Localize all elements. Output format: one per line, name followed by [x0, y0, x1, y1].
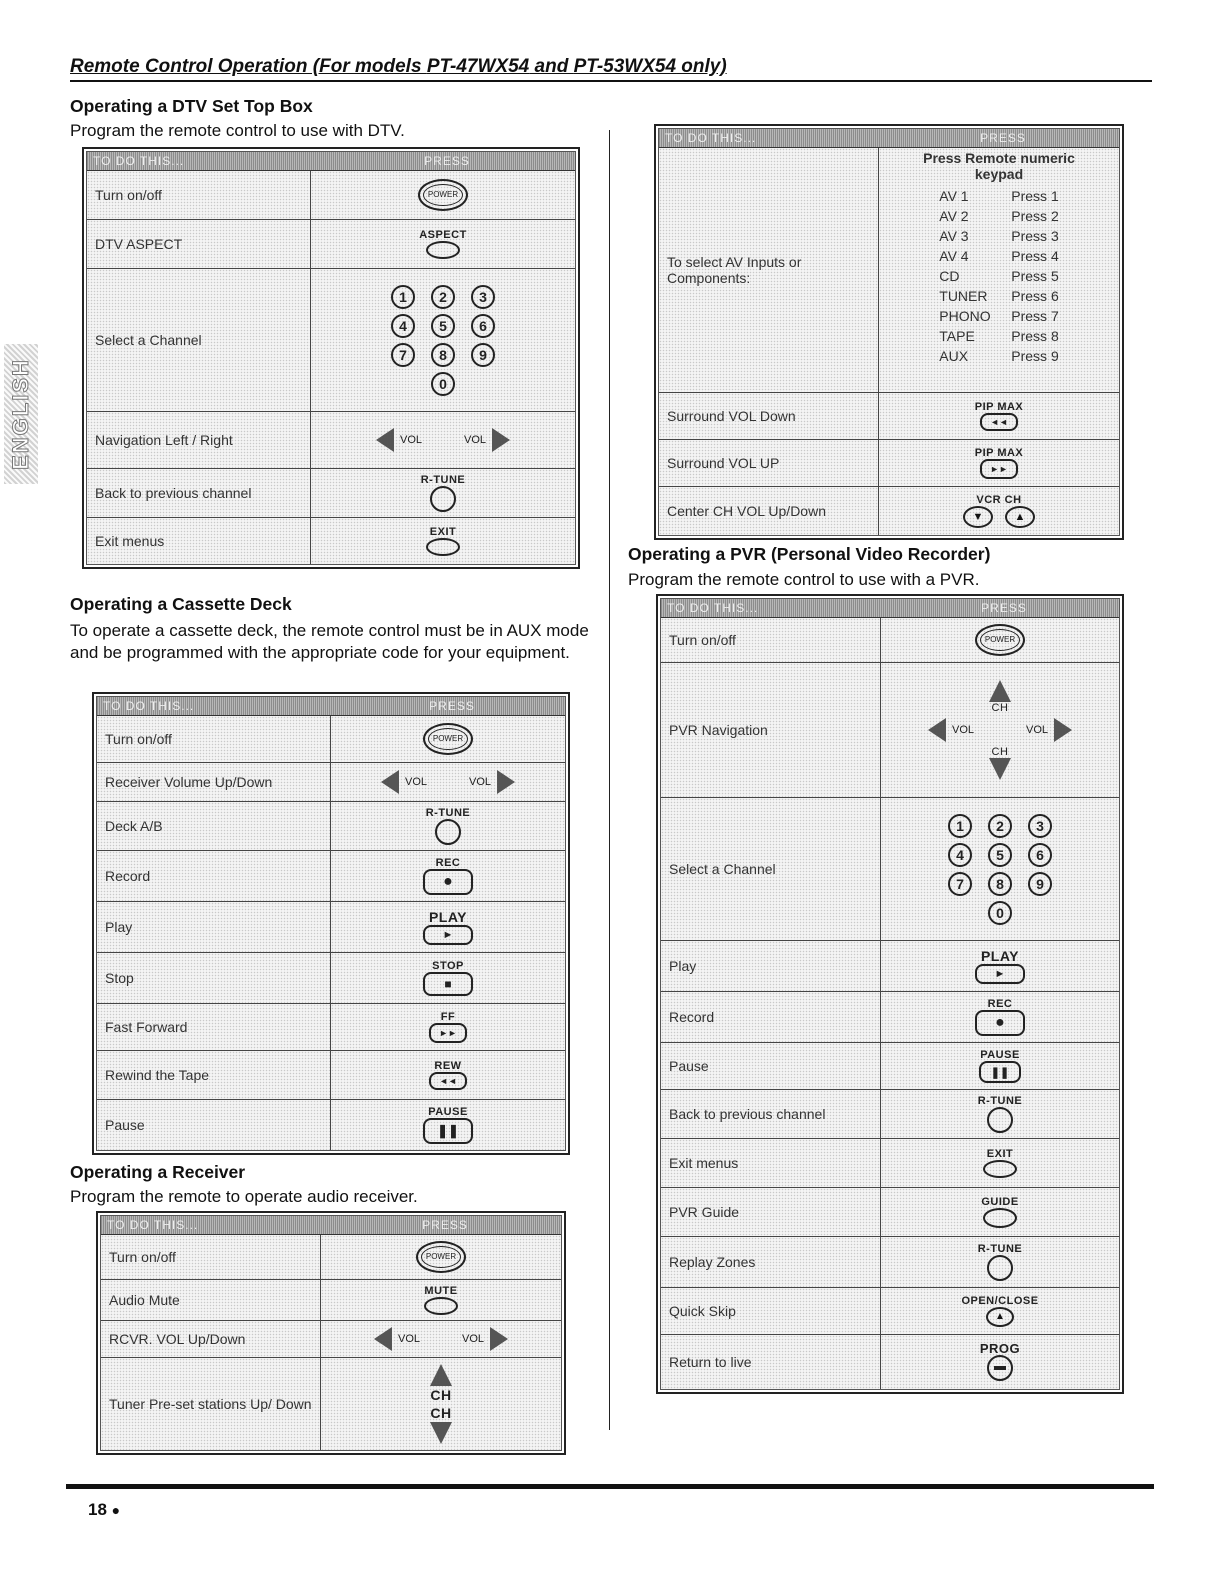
play-button	[975, 964, 1025, 984]
table-row: Receiver Volume Up/Down VOL VOL	[97, 763, 565, 802]
power-button: POWER	[418, 179, 468, 211]
ch-up-icon	[430, 1364, 452, 1386]
row-label: Pause	[661, 1043, 881, 1089]
digit-0-button: 0	[988, 901, 1012, 925]
table-row	[101, 1235, 561, 1280]
pvr-title: Operating a PVR (Personal Video Recorder)	[628, 544, 991, 564]
rtune-button	[987, 1107, 1013, 1133]
digit-7-button: 7	[948, 872, 972, 896]
list-item: AV 1 Press 1	[939, 188, 1059, 204]
vol-right-icon	[490, 1327, 508, 1351]
row-label: RCVR. VOL Up/Down	[101, 1321, 321, 1357]
digit-8-button: 8	[431, 343, 455, 367]
row-label: Surround VOL Down	[659, 393, 879, 439]
row-label: PVR Guide	[661, 1188, 881, 1236]
page-header	[70, 56, 1152, 82]
row-label: Receiver Volume Up/Down	[97, 763, 331, 801]
keypad-title: Press Remote numeric keypad	[923, 150, 1075, 182]
av-table	[654, 124, 1124, 540]
table-header	[87, 152, 575, 171]
digit-4-button: 4	[391, 314, 415, 338]
row-label: Turn on/off	[101, 1235, 321, 1279]
row-label: Deck A/B	[97, 802, 331, 850]
digit-6-button: 6	[471, 314, 495, 338]
table-row: Exit menus EXIT	[661, 1139, 1119, 1188]
row-label: Replay Zones	[661, 1237, 881, 1287]
column-divider	[609, 130, 610, 1430]
digit-3-button: 3	[1028, 814, 1052, 838]
numeric-keypad	[940, 814, 1060, 925]
guide-button	[983, 1208, 1017, 1228]
row-label: Turn on/off	[87, 171, 311, 219]
row-label: Exit menus	[87, 518, 311, 564]
exit-button	[426, 538, 460, 556]
table-row	[659, 148, 1119, 393]
row-label: Return to live	[661, 1335, 881, 1389]
digit-8-button: 8	[988, 872, 1012, 896]
language-tab-label: ENGLISH	[8, 358, 33, 470]
row-label: Select a Channel	[87, 269, 311, 411]
table-row	[87, 220, 575, 269]
dtv-table	[82, 147, 580, 569]
list-item: AV 3 Press 3	[939, 228, 1059, 244]
table-row: Audio Mute MUTE	[101, 1280, 561, 1321]
table-row	[661, 618, 1119, 663]
col-press: PRESS	[424, 154, 470, 168]
table-row	[97, 716, 565, 763]
vol-left-icon	[381, 770, 399, 794]
cassette-intro: To operate a cassette deck, the remote control must be in AUX mode and be programmed with the appropriate code for your equipment.	[70, 621, 589, 662]
table-row: Quick Skip OPEN/CLOSE ▲	[661, 1288, 1119, 1335]
digit-7-button: 7	[391, 343, 415, 367]
header-model-1: PT-47WX54	[426, 56, 530, 77]
pvr-table	[656, 594, 1124, 1394]
table-row: Center CH VOL Up/Down VCR CH ▼ ▲	[659, 487, 1119, 535]
list-item: CD Press 5	[939, 268, 1059, 284]
rtune-button	[435, 819, 461, 845]
table-row	[661, 798, 1119, 941]
receiver-title: Operating a Receiver	[70, 1162, 246, 1182]
digit-3-button: 3	[471, 285, 495, 309]
record-icon: ●	[443, 873, 453, 890]
pause-button	[979, 1061, 1021, 1083]
stop-icon: ■	[444, 977, 452, 991]
fast-forward-icon: ►►	[990, 464, 1008, 474]
footer-rule	[66, 1484, 1154, 1489]
table-row: Play PLAY ►	[661, 941, 1119, 992]
table-header: TO DO THIS... PRESS	[101, 1216, 561, 1235]
list-item: AV 4 Press 4	[939, 248, 1059, 264]
power-button: POWER	[975, 624, 1025, 656]
record-button	[975, 1010, 1025, 1036]
row-label: Exit menus	[661, 1139, 881, 1187]
exit-button	[983, 1160, 1017, 1178]
list-item: AUX Press 9	[939, 348, 1059, 364]
pip-max-up-button	[980, 459, 1018, 479]
table-row: Exit menus EXIT	[87, 518, 575, 564]
row-label: Fast Forward	[97, 1004, 331, 1050]
page-number: 18 ●	[88, 1500, 121, 1519]
ch-down-icon	[989, 758, 1011, 780]
list-item: TUNER Press 6	[939, 288, 1059, 304]
table-header: TO DO THIS... PRESS	[661, 599, 1119, 618]
table-row: Deck A/B R-TUNE	[97, 802, 565, 851]
table-row: Replay Zones R-TUNE	[661, 1237, 1119, 1288]
row-label: Rewind the Tape	[97, 1051, 331, 1099]
row-label: Back to previous channel	[87, 469, 311, 517]
aspect-button	[426, 241, 460, 259]
digit-1-button: 1	[391, 285, 415, 309]
row-label: Select a Channel	[661, 798, 881, 940]
table-row: Stop STOP ■	[97, 953, 565, 1004]
fast-forward-icon: ►►	[439, 1028, 457, 1038]
play-icon: ►	[994, 967, 1006, 980]
eject-icon: ▲	[986, 1307, 1014, 1327]
table-row: PVR Guide GUIDE	[661, 1188, 1119, 1237]
numeric-keypad	[383, 285, 503, 396]
table-row: PVR Navigation CH VOL VOL CH	[661, 663, 1119, 798]
stop-button	[423, 972, 473, 996]
row-label: PVR Navigation	[661, 663, 881, 797]
list-item: TAPE Press 8	[939, 328, 1059, 344]
table-row	[87, 269, 575, 412]
pip-max-down-button	[980, 413, 1018, 431]
cassette-table	[92, 692, 570, 1155]
row-label: Tuner Pre-set stations Up/ Down	[101, 1358, 321, 1450]
table-header: TO DO THIS... PRESS	[659, 129, 1119, 148]
av-input-list	[939, 186, 1058, 366]
play-button	[423, 925, 473, 945]
minus-icon	[994, 1366, 1006, 1370]
row-label: Record	[97, 851, 331, 901]
table-row: Play PLAY ►	[97, 902, 565, 953]
row-label: Back to previous channel	[661, 1090, 881, 1138]
pause-icon: ❚❚	[437, 1123, 459, 1138]
record-button	[423, 869, 473, 895]
table-row: Navigation Left / Right VOL VOL	[87, 412, 575, 469]
digit-9-button: 9	[1028, 872, 1052, 896]
rtune-button	[430, 486, 456, 512]
list-item: AV 2 Press 2	[939, 208, 1059, 224]
aspect-label: ASPECT	[419, 229, 467, 241]
row-label: Navigation Left / Right	[87, 412, 311, 468]
cassette-title: Operating a Cassette Deck	[70, 594, 292, 614]
table-row: Pause PAUSE ❚❚	[661, 1043, 1119, 1090]
table-row: Tuner Pre-set stations Up/ Down CH CH	[101, 1358, 561, 1450]
digit-5-button: 5	[431, 314, 455, 338]
header-model-2: PT-53WX54	[573, 56, 677, 77]
prog-button	[987, 1355, 1013, 1381]
header-and: and	[529, 56, 574, 77]
list-item: PHONO Press 7	[939, 308, 1059, 324]
header-only: only)	[676, 56, 727, 77]
table-row	[87, 171, 575, 220]
power-button: POWER	[423, 723, 473, 755]
digit-0-button: 0	[431, 372, 455, 396]
pvr-intro: Program the remote control to use with a PVR.	[628, 570, 980, 589]
vcr-ch-down-icon: ▼	[963, 506, 993, 528]
vol-right-icon	[492, 428, 510, 452]
digit-1-button: 1	[948, 814, 972, 838]
table-row: Return to live PROG	[661, 1335, 1119, 1389]
table-row: Pause PAUSE ❚❚	[97, 1100, 565, 1150]
table-row: RCVR. VOL Up/Down VOL VOL	[101, 1321, 561, 1358]
vol-left-icon	[376, 428, 394, 452]
dtv-title: Operating a DTV Set Top Box	[70, 96, 313, 116]
vcr-ch-up-icon: ▲	[1005, 506, 1035, 528]
row-label: Play	[97, 902, 331, 952]
receiver-intro: Program the remote to operate audio receiver.	[70, 1187, 418, 1206]
table-row: Rewind the Tape REW ◄◄	[97, 1051, 565, 1100]
digit-2-button: 2	[988, 814, 1012, 838]
table-row: Surround VOL Down PIP MAX ◄◄	[659, 393, 1119, 440]
ch-down-icon	[430, 1422, 452, 1444]
rewind-icon: ◄◄	[990, 417, 1008, 427]
digit-6-button: 6	[1028, 843, 1052, 867]
table-row: Record REC ●	[97, 851, 565, 902]
row-label: Quick Skip	[661, 1288, 881, 1334]
language-tab	[4, 344, 38, 484]
row-label: Record	[661, 992, 881, 1042]
table-row: Fast Forward FF ►►	[97, 1004, 565, 1051]
digit-9-button: 9	[471, 343, 495, 367]
table-row: Back to previous channel R-TUNE	[87, 469, 575, 518]
row-label: Center CH VOL Up/Down	[659, 487, 879, 535]
dtv-intro: Program the remote control to use with DTV.	[70, 121, 405, 140]
bullet-icon: ●	[111, 1502, 121, 1518]
table-row: Back to previous channel R-TUNE	[661, 1090, 1119, 1139]
row-label: Audio Mute	[101, 1280, 321, 1320]
rtune-button	[987, 1255, 1013, 1281]
row-label: Stop	[97, 953, 331, 1003]
ch-up-icon	[989, 680, 1011, 702]
table-row: Record REC ●	[661, 992, 1119, 1043]
row-label: Play	[661, 941, 881, 991]
table-header: TO DO THIS... PRESS	[97, 697, 565, 716]
digit-4-button: 4	[948, 843, 972, 867]
rewind-button	[429, 1072, 467, 1090]
pause-icon: ❚❚	[990, 1066, 1010, 1079]
mute-button	[424, 1297, 458, 1315]
row-label: Turn on/off	[97, 716, 331, 762]
vol-right-icon	[497, 770, 515, 794]
row-label: DTV ASPECT	[87, 220, 311, 268]
col-todo: TO DO THIS...	[93, 154, 185, 168]
digit-2-button: 2	[431, 285, 455, 309]
pause-button	[423, 1118, 473, 1144]
digit-5-button: 5	[988, 843, 1012, 867]
vol-left-icon	[374, 1327, 392, 1351]
vol-right-icon	[1054, 718, 1072, 742]
fast-forward-button	[429, 1023, 467, 1043]
play-icon: ►	[442, 928, 454, 941]
row-label: Surround VOL UP	[659, 440, 879, 486]
header-text: Remote Control Operation (For models	[70, 56, 427, 77]
power-button: POWER	[416, 1241, 466, 1273]
receiver-table	[96, 1211, 566, 1455]
table-row: Surround VOL UP PIP MAX ►►	[659, 440, 1119, 487]
vol-left-icon	[928, 718, 946, 742]
rewind-icon: ◄◄	[439, 1076, 457, 1086]
record-icon: ●	[995, 1014, 1005, 1031]
row-label: Turn on/off	[661, 618, 881, 662]
row-label: To select AV Inputs or Components:	[659, 148, 879, 392]
row-label: Pause	[97, 1100, 331, 1150]
